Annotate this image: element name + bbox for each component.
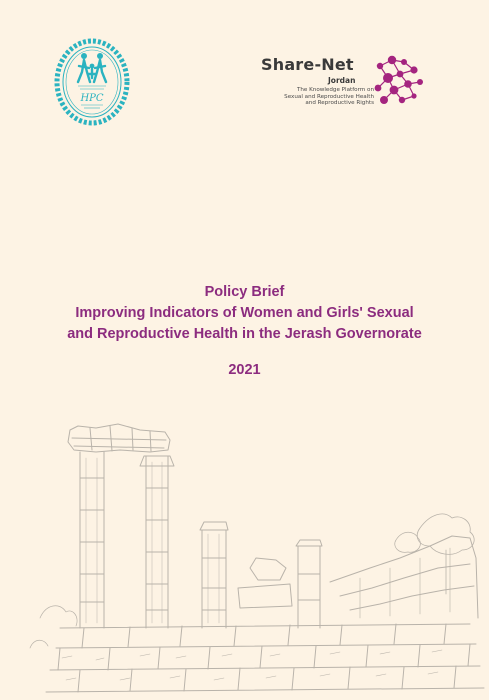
tagline-line: Sexual and Reproductive Health: [284, 93, 374, 100]
document-kind: Policy Brief: [204, 284, 285, 300]
network-nodes-icon: [368, 52, 428, 112]
hpc-logo: [54, 38, 130, 126]
document-year: 2021: [228, 362, 261, 378]
share-net-tagline: [258, 87, 374, 107]
share-net-logo: [258, 52, 438, 116]
hpc-letters: HPC: [80, 93, 104, 104]
share-net-country: Jordan: [328, 76, 356, 85]
ruins-sketch-icon: [0, 418, 489, 700]
document-title-line-2: and Reproductive Health in the Jerash Governorate: [67, 326, 422, 342]
tagline-line: and Reproductive Rights: [305, 100, 374, 107]
document-title-line-1: Improving Indicators of Women and Girls' Sexual: [75, 305, 414, 321]
share-net-name: Share-Net: [261, 55, 354, 74]
hpc-seal-icon: [54, 38, 130, 126]
tagline-line: The Knowledge Platform on: [296, 87, 374, 93]
ruins-illustration: [0, 418, 489, 700]
cover-title-block: [0, 282, 489, 380]
